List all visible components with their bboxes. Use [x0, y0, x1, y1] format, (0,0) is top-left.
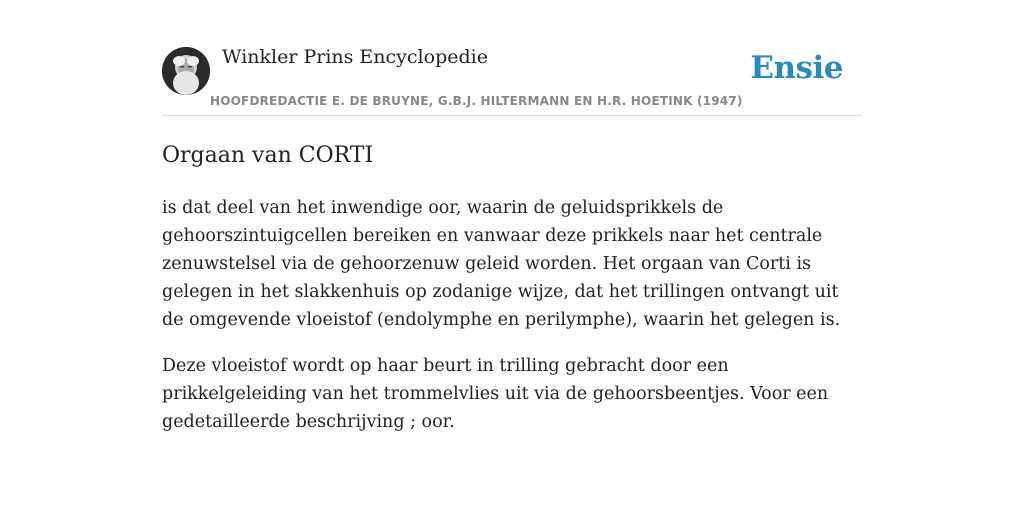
article-paragraph-2: Deze vloeistof wordt op haar beurt in trilling gebracht door een prikkelgeleiding van het trommelvlies uit via de gehoorsbeentjes. Voor een gedetailleerde beschrijving ; oor. [162, 356, 829, 432]
page-container [162, 44, 862, 436]
site-title[interactable]: Winkler Prins Encyclopedie [222, 46, 488, 68]
article-title: Orgaan van CORTI [162, 143, 374, 168]
header [162, 44, 862, 116]
editors-line: HOOFDREDACTIE E. DE BRUYNE, G.B.J. HILTERMANN EN H.R. HOETINK (1947) [210, 94, 743, 108]
avatar [162, 47, 210, 95]
brand-logo[interactable]: Ensie [750, 50, 843, 86]
article-paragraph-1: is dat deel van het inwendige oor, waarin de geluidsprikkels de gehoorszintuigcellen bereiken en vanwaar deze prikkels naar het centrale zenuwstelsel via de gehoorzenuw geleid worden. Het orgaan van Corti is gelegen in het slakkenhuis op zodanige wijze, dat het trillingen ontvangt uit de omgevende vloeistof (endolymphe en perilymphe), waarin het gelegen is. [162, 198, 841, 330]
portrait-icon [162, 47, 210, 95]
